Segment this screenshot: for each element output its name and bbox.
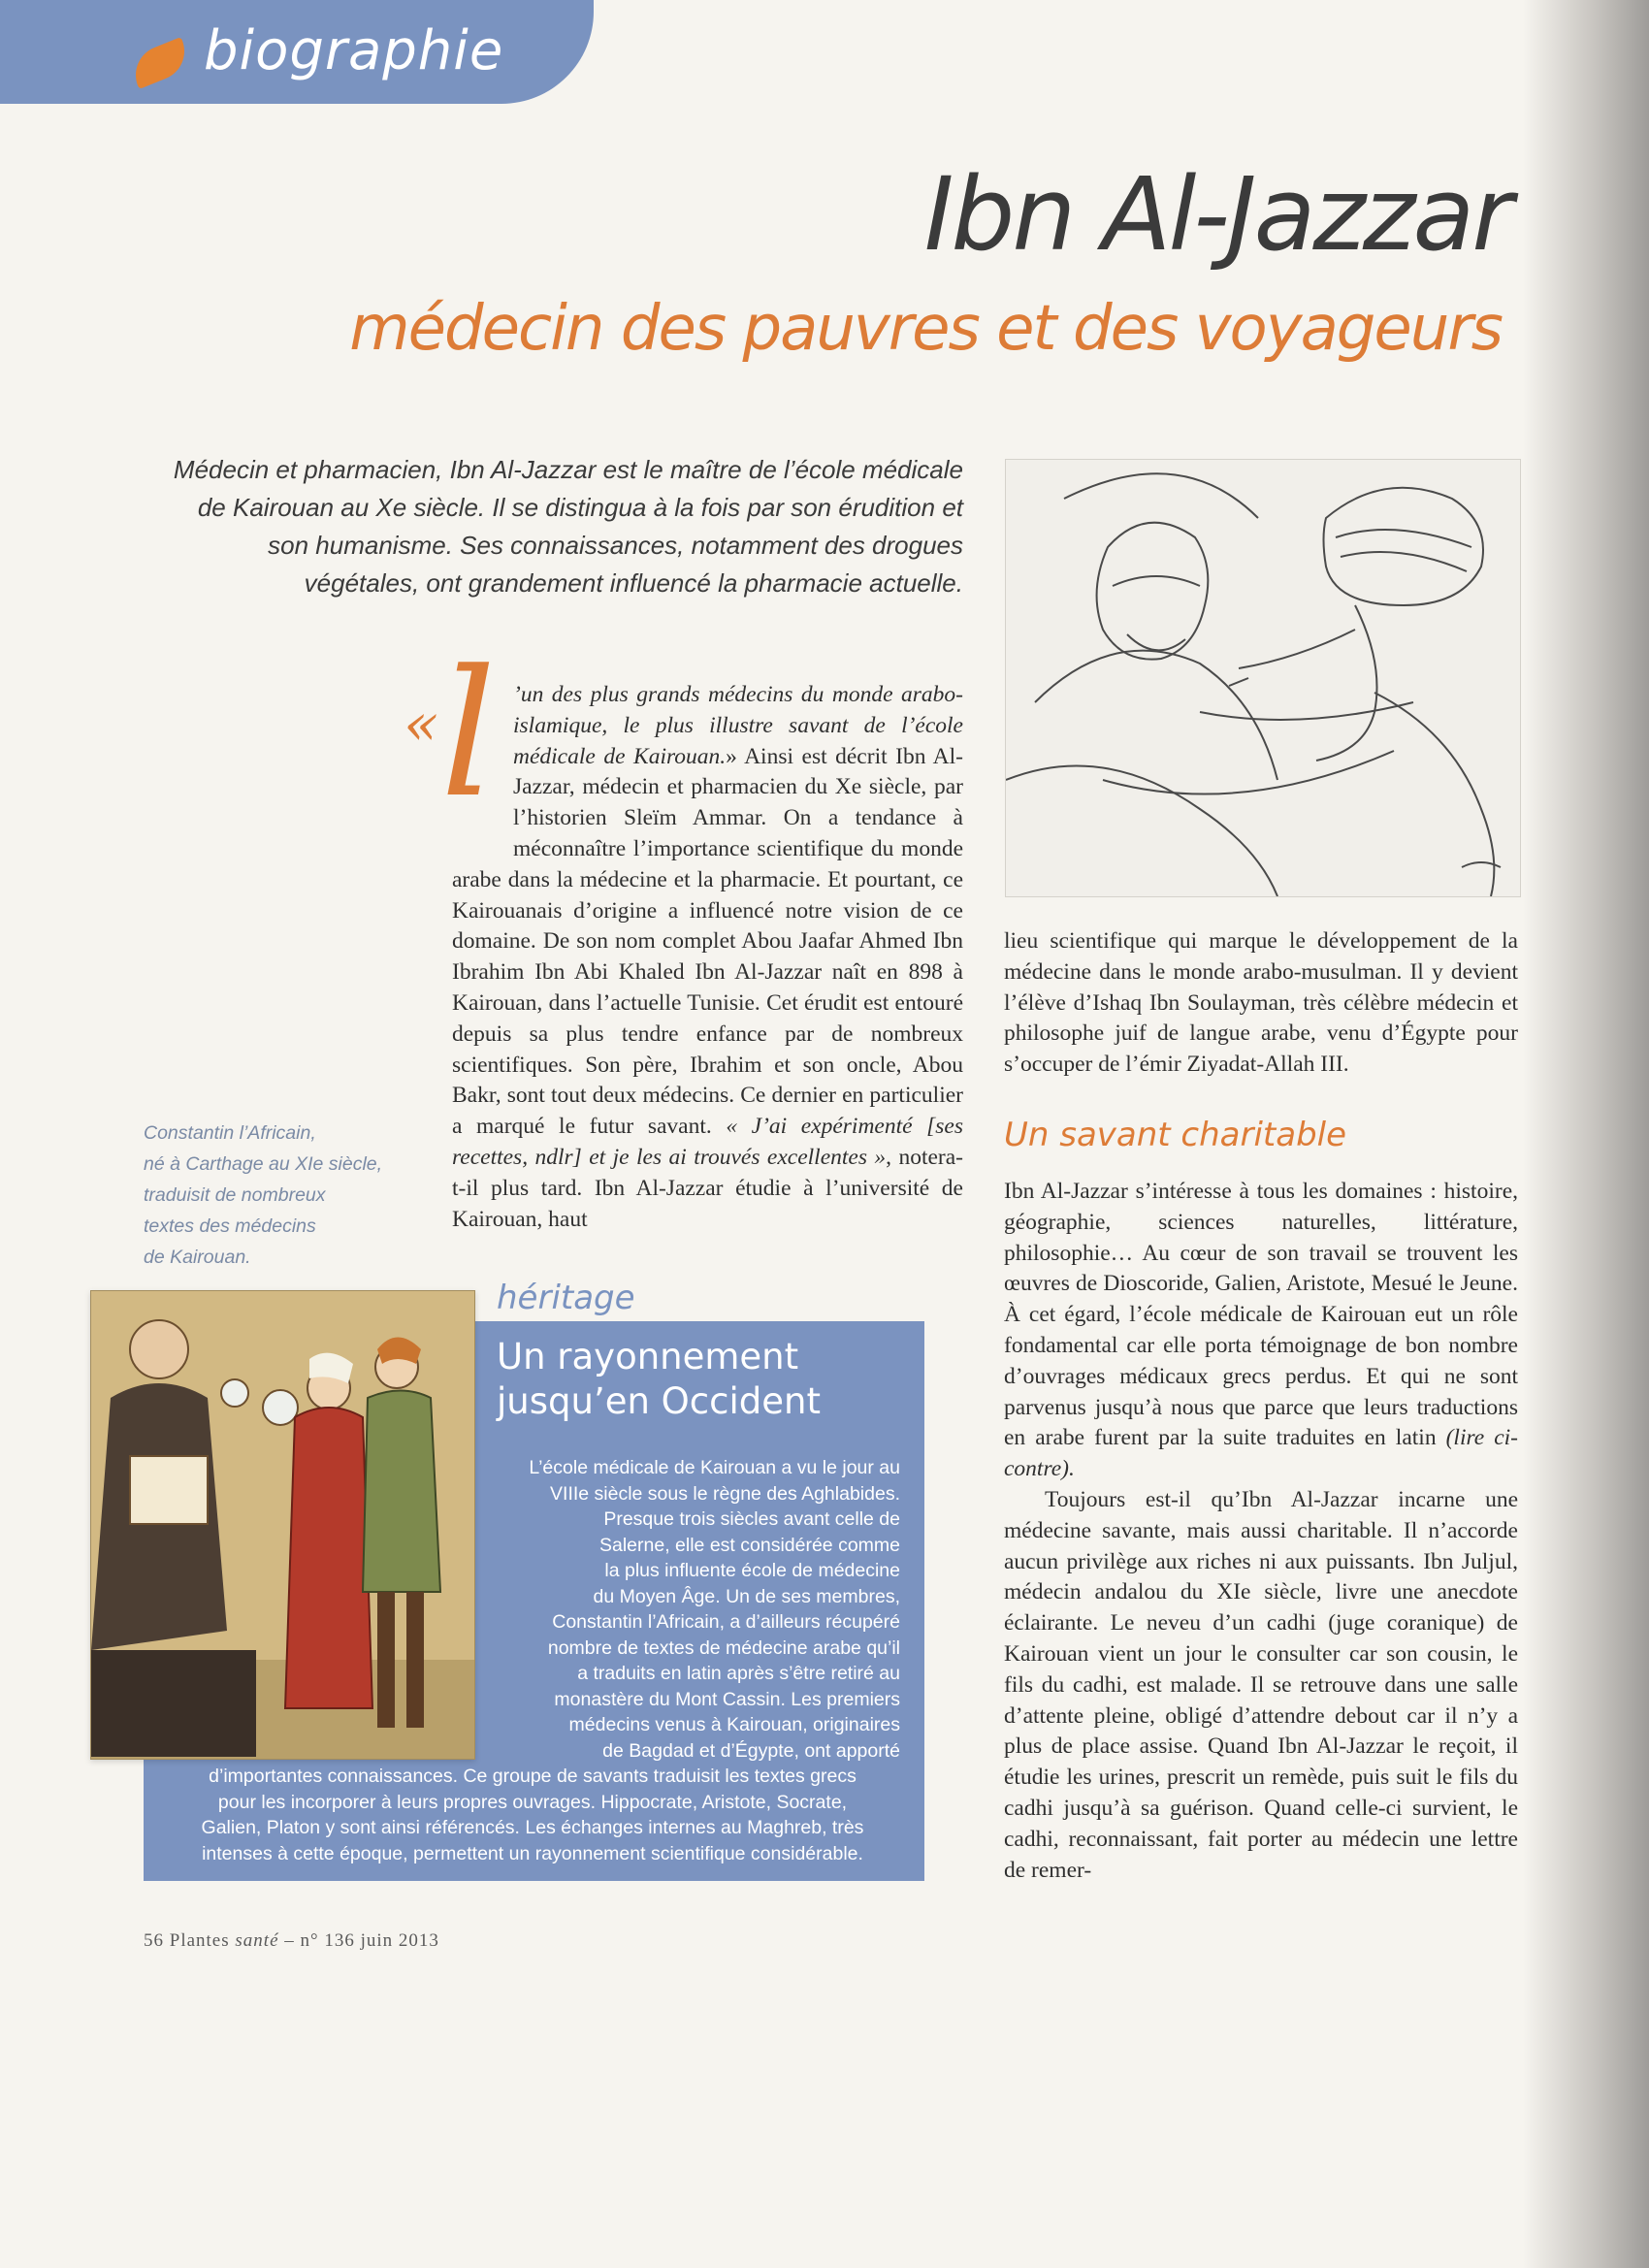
heritage-label: héritage bbox=[497, 1279, 635, 1317]
heritage-text-line: L’école médicale de Kairouan a vu le jour au bbox=[529, 1457, 900, 1478]
heritage-title-line: jusqu’en Occident bbox=[497, 1380, 821, 1422]
magazine-name: Plantes bbox=[169, 1930, 230, 1951]
heritage-text-line: pour les incorporer à leurs propres ouvrages. Hippocrate, Aristote, Socrate, bbox=[217, 1791, 848, 1813]
heritage-text-line: Salerne, elle est considérée comme bbox=[599, 1534, 900, 1556]
heritage-text-line: d’importantes connaissances. Ce groupe de savants traduisit les textes grecs bbox=[209, 1766, 857, 1787]
drawing-illustration bbox=[1005, 459, 1521, 897]
image-caption bbox=[144, 1118, 415, 1273]
article-paragraph bbox=[1004, 1177, 1518, 1485]
lead-line: son humanisme. Ses connaissances, notamment des drogues bbox=[268, 531, 963, 560]
heritage-text-tail bbox=[165, 1764, 900, 1866]
heritage-text-line: du Moyen Âge. Un de ses membres, bbox=[593, 1585, 900, 1607]
article-paragraph bbox=[452, 680, 963, 1235]
magazine-name-italic: santé bbox=[235, 1930, 279, 1951]
page-footer bbox=[144, 1930, 439, 1952]
issue-number: – n° 136 bbox=[284, 1930, 355, 1951]
text-run: , notera-t-il plus tard. Ibn Al-Jazzar étudie à l’université de Kairouan, haut bbox=[452, 1144, 963, 1232]
page-number: 56 bbox=[144, 1930, 164, 1951]
text-run: Ibn Al-Jazzar s’intéresse à tous les domaines : histoire, géographie, sciences naturelles, littérature, philosophie… Au cœur de son travail se trouvent les œuvres de Dioscoride, Galien, Aristote, Mesué le Jeune. À cet égard, l’école médicale de Kairouan eut un rôle fondamental car elle porta témoignage de bon nombre d’ouvrages médicaux grecs perdus. Et qui ne sont parvenus jusqu’à nous que parce que leurs traductions en arabe furent par la suite traduites en latin bbox=[1004, 1179, 1518, 1451]
heritage-text-line: Constantin l’Africain, a d’ailleurs récupéré bbox=[552, 1611, 900, 1633]
heritage-text-line: de Bagdad et d’Égypte, ont apporté bbox=[602, 1739, 900, 1762]
article-column-2 bbox=[1004, 926, 1518, 1081]
quote-intro: ’un des plus grands médecins du monde arabo-islamique, le plus illustre savant de l’école médicale de Kairouan. bbox=[513, 682, 963, 769]
inline-quote: « J’ai expérimenté [ses recettes, ndlr] et je les ai trouvés excellentes » bbox=[452, 1114, 964, 1170]
heritage-text-line: Galien, Platon y sont ainsi référencés. Les échanges internes au Maghreb, très bbox=[201, 1817, 864, 1838]
heritage-title-line: Un rayonnement bbox=[497, 1336, 799, 1377]
heritage-text-line: la plus influente école de médecine bbox=[604, 1560, 900, 1581]
lead-line: Médecin et pharmacien, Ibn Al-Jazzar est le maître de l’école médicale bbox=[173, 455, 963, 484]
caption-line: textes des médecins bbox=[144, 1215, 316, 1237]
heritage-text-line: a traduits en latin après s’être retiré au bbox=[577, 1663, 900, 1684]
opening-quote-mark: « bbox=[404, 691, 439, 759]
article-column-3 bbox=[1004, 1177, 1518, 1886]
lead-paragraph bbox=[116, 451, 963, 602]
cross-reference: (lire ci-contre). bbox=[1004, 1425, 1519, 1482]
painting-illustration bbox=[90, 1290, 475, 1760]
lead-line: végétales, ont grandement influencé la pharmacie actuelle. bbox=[304, 568, 963, 598]
article-column-1 bbox=[452, 680, 963, 1235]
heritage-box-title bbox=[497, 1335, 821, 1424]
heritage-text bbox=[485, 1455, 900, 1764]
painting-icon bbox=[91, 1291, 474, 1759]
caption-line: Constantin l’Africain, bbox=[144, 1122, 316, 1144]
heritage-text-line: monastère du Mont Cassin. Les premiers bbox=[554, 1688, 900, 1710]
page-gutter-shadow bbox=[1523, 0, 1649, 2268]
caption-line: né à Carthage au XIe siècle, bbox=[144, 1153, 383, 1175]
text-run: » Ainsi est décrit Ibn Al-Jazzar, médecin et pharmacien du Xe siècle, par l’historien Sleïm Ammar. On a tendance à méconnaître l’importance scientifique du monde arabe dans la médecine et la pharmacie. Et pourtant, ce Kairouanais d’origine a influencé notre vision de ce domaine. De son nom complet Abou Jaafar Ahmed Ibn Ibrahim Ibn Abi Khaled Ibn Al-Jazzar naît en 898 à Kairouan, dans l’actuelle Tunisie. Cet érudit est entouré depuis sa plus tendre enfance par de nombreux scientifiques. Son père, Ibrahim et son oncle, Abou Bakr, sont tout deux médecins. Ce dernier en particulier a marqué le futur savant. bbox=[452, 743, 963, 1140]
heritage-text-line: intenses à cette époque, permettent un rayonnement scientifique considérable. bbox=[202, 1842, 863, 1864]
article-paragraph: lieu scientifique qui marque le développement de la médecine dans le monde arabo-musulman. Il y devient l’élève d’Ishaq Ibn Soulayman, très célèbre médecin et philosophe juif de langue arabe, venu d’Égypte pour s’occuper de l’émir Ziyadat-Allah III. bbox=[1004, 928, 1518, 1078]
sketch-icon bbox=[1006, 460, 1520, 896]
heritage-text-line: nombre de textes de médecine arabe qu’il bbox=[547, 1636, 900, 1659]
drop-cap-space bbox=[452, 680, 513, 859]
page-subtitle: médecin des pauvres et des voyageurs bbox=[349, 293, 1502, 365]
heritage-text-line: VIIIe siècle sous le règne des Aghlabides. bbox=[550, 1482, 900, 1505]
section-tab-label: biographie bbox=[204, 19, 504, 82]
caption-line: de Kairouan. bbox=[144, 1247, 251, 1268]
page-title: Ibn Al-Jazzar bbox=[923, 155, 1510, 274]
issue-date: juin 2013 bbox=[360, 1930, 439, 1951]
caption-line: traduisit de nombreux bbox=[144, 1184, 326, 1206]
heritage-text-line: Presque trois siècles avant celle de bbox=[603, 1508, 900, 1530]
heritage-text-line: médecins venus à Kairouan, originaires bbox=[568, 1714, 900, 1735]
lead-line: de Kairouan au Xe siècle. Il se distingua à la fois par son érudition et bbox=[197, 493, 963, 522]
section-heading: Un savant charitable bbox=[1004, 1116, 1347, 1154]
drop-cap: l bbox=[440, 633, 497, 836]
article-paragraph: Toujours est-il qu’Ibn Al-Jazzar incarne une médecine savante, mais aussi charitable. Il n’accorde aucun privilège aux riches ni aux puissants. Ibn Juljul, médecin andalou du XIe siècle, livre une anecdote éclairante. Le neveu d’un cadhi (juge coranique) de Kairouan vient un jour le consulter car son cousin, le fils du cadhi, est malade. Il se retrouve dans une salle d’attente pleine, obligé d’attendre debout car il n’y a plus de place assise. Quand Ibn Al-Jazzar le reçoit, il étudie les urines, prescrit un remède, puis suit le fils du cadhi jusqu’à sa guérison. Quand celle-ci survient, le cadhi, reconnaissant, fait porter au médecin une lettre de remer- bbox=[1004, 1486, 1518, 1883]
